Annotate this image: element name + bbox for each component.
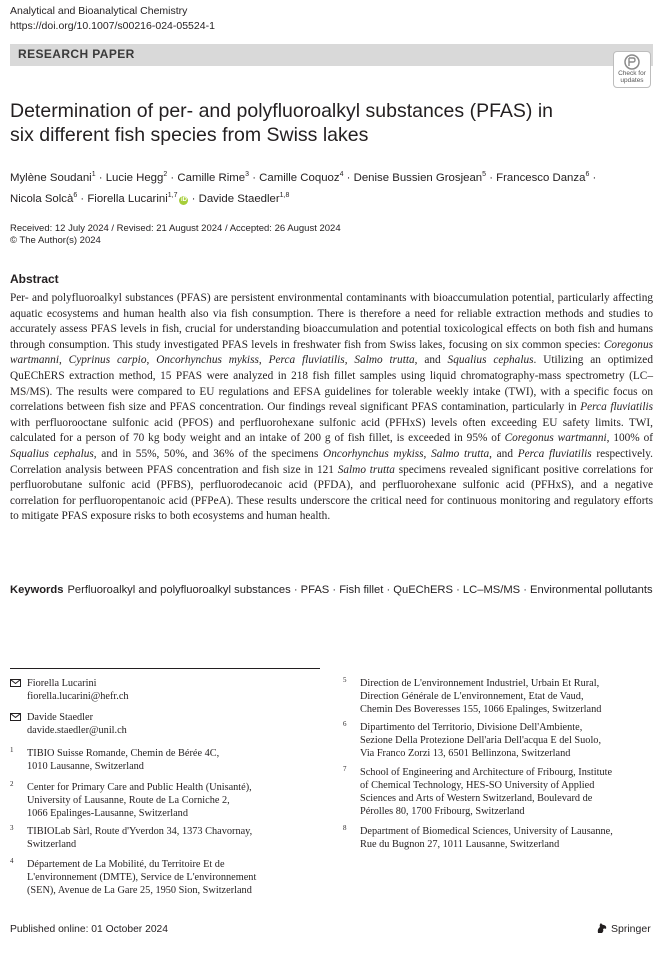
footnote-line: Pérolles 80, 1700 Fribourg, Switzerland (360, 806, 525, 817)
footnote-number: 6 (343, 720, 347, 728)
species-name: Oncorhynchus mykiss (323, 447, 424, 460)
affiliation-footnote (343, 825, 643, 851)
abstract-heading: Abstract (10, 272, 59, 286)
footnote-line: of Chemical Technology, HES-SO University of Applied (360, 780, 595, 791)
article-type-banner (10, 44, 653, 66)
footnote-divider (10, 668, 320, 669)
footnote-line: Sciences and Arts of Western Switzerland, Boulevard de (360, 793, 593, 804)
footnote-line: Fiorella Lucarini (27, 678, 97, 689)
author-name: Nicola Solcà (10, 192, 74, 205)
footnote-line: Direction Générale de L'environnement, Etat de Vaud, (360, 691, 584, 702)
species-name: Salmo trutta (354, 354, 415, 367)
footnote-line: Département de La Mobilité, du Territoire Et de (27, 859, 225, 870)
footnote-line: (SEN), Avenue de La Gare 25, 1950 Sion, Switzerland (27, 885, 252, 896)
abstract-text: , 100% of (606, 432, 654, 445)
author-affiliation: 1 (91, 171, 96, 178)
journal-header (10, 4, 215, 34)
footnote-line: TIBIO Suisse Romande, Chemin de Bérée 4C, (27, 748, 220, 759)
species-name: Perca fluviatilis (517, 447, 592, 460)
keywords-text: Perfluoroalkyl and polyfluoroalkyl substances · PFAS · Fish fillet · QuEChERS · LC–MS/MS · Environmental pollutants (67, 584, 653, 596)
author-name: Davide Staedler (198, 192, 280, 205)
affiliation-footnote (343, 766, 643, 818)
affiliation-footnote (10, 858, 310, 897)
author[interactable] (10, 172, 96, 184)
footnote-line: Via Franco Zorzi 13, 6501 Bellinzona, Switzerland (360, 748, 571, 759)
author-affiliation: 1,7 (167, 191, 178, 199)
footnote-line: University of Lausanne, Route de La Corniche 2, (27, 795, 230, 806)
author-name: Mylène Soudani (10, 171, 92, 184)
species-name: Salmo trutta (431, 447, 490, 460)
footnote-number: 3 (10, 824, 14, 832)
publisher-name: Springer (611, 923, 651, 935)
footnote-line: Sezione Della Protezione Dell'aria Dell'acqua E del Suolo, (360, 735, 602, 746)
footnote-line: Direction de L'environnement Industriel, Urbain Et Rural, (360, 678, 600, 689)
abstract-text: , (146, 354, 157, 367)
footnote-line: School of Engineering and Architecture of Fribourg, Institute (360, 767, 613, 778)
species-name: Coregonus wartmanni (10, 338, 653, 367)
species-name: Squalius cephalus (10, 447, 94, 460)
author-affiliation: 4 (339, 171, 344, 178)
author-affiliation: 3 (245, 171, 250, 178)
check-for-updates-button[interactable] (613, 51, 651, 88)
species-name: Perca fluviatilis (268, 354, 345, 367)
author-name: Denise Bussien Grosjean (353, 171, 483, 184)
species-name: Perca fluviatilis (580, 401, 653, 414)
abstract-text: , (58, 354, 69, 367)
species-name: Oncorhynchus mykiss (156, 354, 259, 367)
author[interactable] (10, 193, 77, 205)
email-icon (10, 713, 21, 721)
orcid-icon[interactable]: iD (180, 196, 187, 203)
footnote-number: 1 (10, 746, 14, 754)
abstract-text: , (423, 447, 432, 460)
email-link[interactable]: fiorella.lucarini@hefr.ch (27, 691, 129, 702)
species-name: Cyprinus carpio (68, 354, 147, 367)
affiliation-footnote (10, 747, 310, 773)
footnote-line: L'environnement (DMTE), Service de L'environnement (27, 872, 257, 883)
abstract-text: , and (414, 354, 448, 367)
footnote-line: Center for Primary Care and Public Health (Unisanté), (27, 782, 252, 793)
article-dates (10, 223, 341, 247)
species-name: Squalius cephalus (447, 354, 534, 367)
footnote-number: 4 (10, 857, 14, 865)
species-name: Coregonus wartmanni (504, 432, 607, 445)
check-updates-line1: Check for (618, 70, 646, 77)
author-affiliation: 6 (73, 191, 78, 199)
footnote-line: TIBIOLab Sàrl, Route d'Yverdon 34, 1373 Chavornay, (27, 826, 253, 837)
author-affiliation: 2 (163, 171, 168, 178)
footnote-line: Department of Biomedical Sciences, University of Lausanne, (360, 826, 613, 837)
affiliation-footnote (10, 825, 310, 851)
abstract-text: Per- and polyfluoroalkyl substances (PFAS) are persistent environmental contaminants with bioaccumulation potential, particularly affecting aquatic ecosystems and human health also via fish consumption. There is therefore a need for reliable extraction methods and studies to accurately assess PFAS levels in fish, crucial for understanding bioaccumulation and potential toxicological effects on both fish and humans through consumption. This study investigated PFAS levels in freshwater fish from Swiss lakes, focusing on six common species: (10, 292, 653, 351)
footnote-number: 8 (343, 824, 347, 832)
check-updates-line2: updates (620, 77, 644, 84)
affiliation-footnote (10, 781, 310, 820)
abstract-text: , and (489, 447, 518, 460)
article-type-label: RESEARCH PAPER (18, 47, 135, 61)
footnote-line: Rue du Bugnon 27, 1011 Lausanne, Switzerland (360, 839, 560, 850)
check-updates-icon (624, 54, 640, 70)
copyright-line: © The Author(s) 2024 (10, 235, 101, 246)
author[interactable] (199, 193, 290, 205)
history-dates: Received: 12 July 2024 / Revised: 21 August 2024 / Accepted: 26 August 2024 (10, 223, 341, 234)
species-name: Salmo trutta (337, 463, 395, 476)
footnote-line: Davide Staedler (27, 712, 94, 723)
footnote-number: 7 (343, 765, 347, 773)
footnote-line: Dipartimento del Territorio, Divisione Dell'Ambiente, (360, 722, 583, 733)
footnote-line: 1066 Epalinges-Lausanne, Switzerland (27, 808, 188, 819)
author[interactable] (354, 172, 486, 184)
email-link[interactable]: davide.staedler@unil.ch (27, 725, 127, 736)
affiliation-footnote (10, 677, 310, 703)
springer-horse-icon (596, 922, 608, 934)
author-name: Camille Rime (177, 171, 246, 184)
author-name: Francesco Danza (496, 171, 586, 184)
keywords-label: Keywords (10, 584, 64, 596)
abstract-body (10, 291, 653, 525)
author-affiliation: 1,8 (279, 191, 290, 199)
abstract-text: , (344, 354, 355, 367)
keywords (10, 582, 653, 598)
abstract-text: , and in 55%, 50%, and 36% of the specimens (93, 447, 324, 460)
footnote-line: Switzerland (27, 839, 77, 850)
abstract-text: respectively. Correlation analysis between PFAS concentration and fish size in 121 (10, 447, 653, 476)
author[interactable] (496, 172, 589, 184)
affiliation-footnote (343, 677, 643, 716)
email-icon (10, 679, 21, 687)
author[interactable] (106, 172, 168, 184)
abstract-text: . Utilizing an optimized QuEChERS extraction method, 15 PFAS were analyzed in 218 fish fillet samples using liquid chromatography-mass spectrometry (LC–MS/MS). The results were compared to EU regulations and EFSA guidelines for tolerable weekly intake (TWI), with a specific focus on correlations between fish size and PFAS concentration. Our findings reveal significant PFAS contamination, particularly in (10, 354, 653, 414)
footnote-line: 1010 Lausanne, Switzerland (27, 761, 144, 772)
affiliation-footnote (10, 711, 310, 737)
author[interactable] (87, 193, 188, 205)
published-online: Published online: 01 October 2024 (10, 924, 168, 935)
publisher-logo (596, 922, 651, 935)
doi-link[interactable]: https://doi.org/10.1007/s00216-024-05524-1 (10, 20, 215, 32)
author-name: Fiorella Lucarini (87, 192, 168, 205)
author-affiliation: 5 (482, 171, 487, 178)
journal-name: Analytical and Bioanalytical Chemistry (10, 5, 188, 17)
affiliation-footnote (343, 721, 643, 760)
footnote-number: 5 (343, 676, 347, 684)
author-name: Lucie Hegg (105, 171, 164, 184)
author-name: Camille Coquoz (259, 171, 340, 184)
author[interactable] (177, 172, 249, 184)
abstract-text: specimens revealed significant positive correlations for perfluorobutane sulfonic acid (PFBS), perfluorodecanoic acid (PFDA), and perfluorohexane sulfonic acid (PFHxS), and a negative correlation for perfluoropentanoic acid (PFPeA). These results underscore the critical need for continuous monitoring and regulatory efforts to mitigate PFAS exposure risks to both ecosystems and human health. (10, 463, 653, 523)
author-list: Mylène Soudani$^1$ · Lucie Hegg$^2$ · Camille Rime$^3$ · Camille Coquoz$^4$ · Denise Bussien Grosjean$^5$ · Francesco Danza$^6$ · Nicola Solcà$^6$ · Fiorella Lucarini$^{1,7}$iD · Davide Staedler$^{1,8}$ (10, 171, 597, 205)
footnote-number: 2 (10, 780, 14, 788)
author[interactable] (259, 172, 343, 184)
footnote-line: Chemin Des Boveresses 155, 1066 Epalinges, Switzerland (360, 704, 602, 715)
abstract-text: , (258, 354, 269, 367)
author-affiliation: 6 (585, 171, 590, 178)
article-title: Determination of per- and polyfluoroalkyl substances (PFAS) in six different fish species from Swiss lakes (10, 100, 554, 146)
abstract-text: with perfluorooctane sulfonic acid (PFOS) and perfluorohexane sulfonic acid (PFHxS) levels often exceeding EU safety limits. TWI, calculated for a person of 70 kg body weight and an intake of 200 g of fish fillet, is exceeded in 95% of (10, 416, 653, 445)
